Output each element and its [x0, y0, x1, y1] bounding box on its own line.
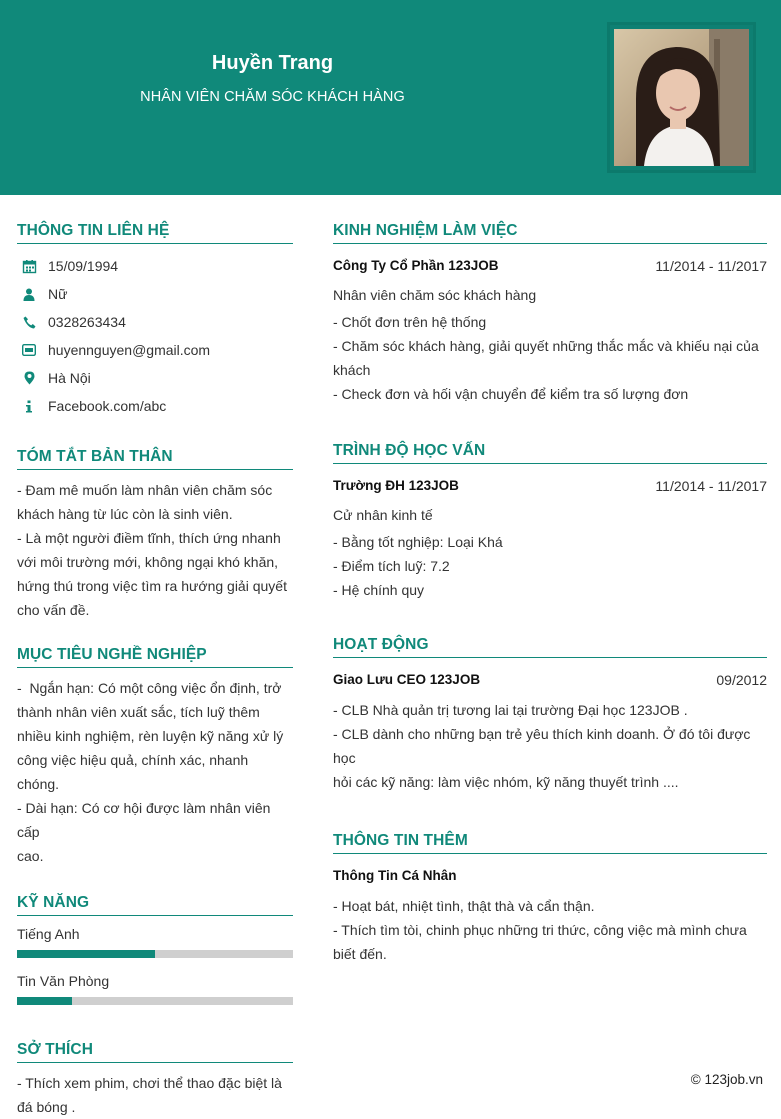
contact-gender-text: Nữ: [48, 286, 68, 302]
contact-email-text[interactable]: huyennguyen@gmail.com: [48, 342, 211, 358]
education-line: - Điểm tích luỹ: 7.2: [333, 558, 450, 574]
right-column: [333, 222, 767, 966]
summary-line: - Là một người điềm tĩnh, thích ứng nhanh: [17, 530, 281, 546]
skill-bar-fill: [17, 997, 72, 1005]
experience-line: - Check đơn và hối vận chuyển để kiểm tra số lượng đơn: [333, 386, 689, 402]
contact-birthday: [17, 252, 293, 280]
experience-line: khách: [333, 362, 371, 378]
profile-photo-frame: [607, 22, 756, 173]
experience-heading: KINH NGHIỆM LÀM VIỆC: [333, 222, 767, 244]
activities-line: - CLB dành cho những bạn trẻ yêu thích kinh doanh. Ở đó tôi được học: [333, 726, 751, 766]
contact-birthday-text: 15/09/1994: [48, 258, 119, 274]
objective-text: [17, 676, 293, 868]
contact-list: [17, 252, 293, 420]
objective-line: nhiều kinh nghiệm, rèn luyện kỹ năng xử lý: [17, 728, 284, 744]
candidate-title: NHÂN VIÊN CHĂM SÓC KHÁCH HÀNG: [140, 89, 405, 105]
contact-address-text: Hà Nội: [48, 370, 91, 386]
skill-item: [17, 971, 293, 1005]
summary-section: [17, 448, 293, 622]
skill-item: [17, 924, 293, 958]
skills-heading: KỸ NĂNG: [17, 894, 293, 916]
experience-line: - Chăm sóc khách hàng, giải quyết những thắc mắc và khiếu nại của: [333, 338, 759, 354]
summary-line: - Đam mê muốn làm nhân viên chăm sóc: [17, 482, 273, 498]
summary-line: hứng thú trong việc tìm ra hướng giải quyết: [17, 578, 287, 594]
additional-subheading: Thông Tin Cá Nhân: [333, 868, 457, 883]
activities-line: hỏi các kỹ năng: làm việc nhóm, kỹ năng thuyết trình ....: [333, 774, 679, 790]
education-school: Trường ĐH 123JOB: [333, 478, 459, 493]
contact-facebook: [17, 392, 293, 420]
summary-heading: TÓM TẮT BẢN THÂN: [17, 448, 293, 470]
info-icon: [21, 398, 37, 414]
skill-name: Tiếng Anh: [17, 926, 80, 942]
contact-gender: [17, 280, 293, 308]
left-column: [17, 222, 293, 1119]
resume-header: [0, 0, 781, 195]
hobbies-line: đá bóng .: [17, 1099, 76, 1115]
contact-phone-text[interactable]: 0328263434: [48, 314, 126, 330]
objective-line: - Ngắn hạn: Có một công việc ổn định, trở: [17, 680, 282, 696]
experience-role: Nhân viên chăm sóc khách hàng: [333, 287, 537, 303]
objective-line: cao.: [17, 848, 44, 864]
additional-line: - Hoạt bát, nhiệt tình, thật thà và cẩn thận.: [333, 898, 595, 914]
activities-entry-header: [333, 670, 767, 690]
skill-bar-fill: [17, 950, 155, 958]
hobbies-line: - Thích xem phim, chơi thể thao đặc biệt là: [17, 1075, 282, 1091]
education-line: - Bằng tốt nghiệp: Loại Khá: [333, 534, 503, 550]
summary-line: với môi trường mới, không ngại khó khăn,: [17, 554, 279, 570]
hobbies-text: [17, 1071, 293, 1119]
additional-line: - Thích tìm tòi, chinh phục những tri thức, công việc mà mình chưa: [333, 922, 747, 938]
education-details: [333, 530, 767, 602]
hobbies-heading: SỞ THÍCH: [17, 1041, 293, 1063]
additional-heading: THÔNG TIN THÊM: [333, 832, 767, 854]
experience-company: Công Ty Cổ Phần 123JOB: [333, 258, 499, 273]
activities-date: 09/2012: [716, 672, 767, 688]
email-icon: [21, 342, 37, 358]
skill-bar: [17, 950, 293, 958]
contact-address: [17, 364, 293, 392]
experience-section: [333, 222, 767, 406]
location-icon: [21, 370, 37, 386]
hobbies-section: [17, 1041, 293, 1119]
education-heading: TRÌNH ĐỘ HỌC VẤN: [333, 442, 767, 464]
candidate-name: Huyền Trang: [211, 52, 334, 74]
summary-text: [17, 478, 293, 622]
skill-bar: [17, 997, 293, 1005]
education-section: [333, 442, 767, 602]
activities-section: [333, 636, 767, 794]
additional-section: [333, 832, 767, 966]
calendar-icon: [21, 258, 37, 274]
objective-line: thành nhân viên xuất sắc, tích luỹ thêm: [17, 704, 260, 720]
summary-line: cho vấn đề.: [17, 602, 90, 618]
activities-line: - CLB Nhà quản trị tương lai tại trường Đại học 123JOB .: [333, 702, 688, 718]
experience-entry-header: [333, 256, 767, 276]
objective-heading: MỤC TIÊU NGHỀ NGHIỆP: [17, 646, 293, 668]
contact-section: [17, 222, 293, 420]
experience-line: - Chốt đơn trên hệ thống: [333, 314, 487, 330]
contact-heading: THÔNG TIN LIÊN HỆ: [17, 222, 293, 244]
skill-name: Tin Văn Phòng: [17, 973, 110, 989]
experience-details: [333, 310, 767, 406]
contact-phone: [17, 308, 293, 336]
objective-line: - Dài hạn: Có cơ hội được làm nhân viên cấp: [17, 800, 271, 840]
education-entry-header: [333, 476, 767, 496]
contact-facebook-text[interactable]: Facebook.com/abc: [48, 398, 167, 414]
activities-heading: HOẠT ĐỘNG: [333, 636, 767, 658]
additional-entry-header: [333, 866, 767, 886]
education-degree: Cử nhân kinh tế: [333, 507, 433, 523]
profile-photo: [614, 29, 749, 166]
objective-section: [17, 646, 293, 868]
activities-event: Giao Lưu CEO 123JOB: [333, 672, 481, 687]
additional-line: biết đến.: [333, 946, 387, 962]
contact-email: [17, 336, 293, 364]
phone-icon: [21, 314, 37, 330]
experience-date: 11/2014 - 11/2017: [655, 258, 767, 274]
additional-details: [333, 894, 767, 966]
activities-details: [333, 698, 767, 794]
objective-line: công việc hiệu quả, chính xác, nhanh chóng.: [17, 752, 249, 792]
skills-section: [17, 894, 293, 1005]
footer-copyright[interactable]: © 123job.vn: [690, 1072, 763, 1087]
person-icon: [21, 286, 37, 302]
education-date: 11/2014 - 11/2017: [655, 478, 767, 494]
summary-line: khách hàng từ lúc còn là sinh viên.: [17, 506, 233, 522]
education-line: - Hệ chính quy: [333, 582, 425, 598]
